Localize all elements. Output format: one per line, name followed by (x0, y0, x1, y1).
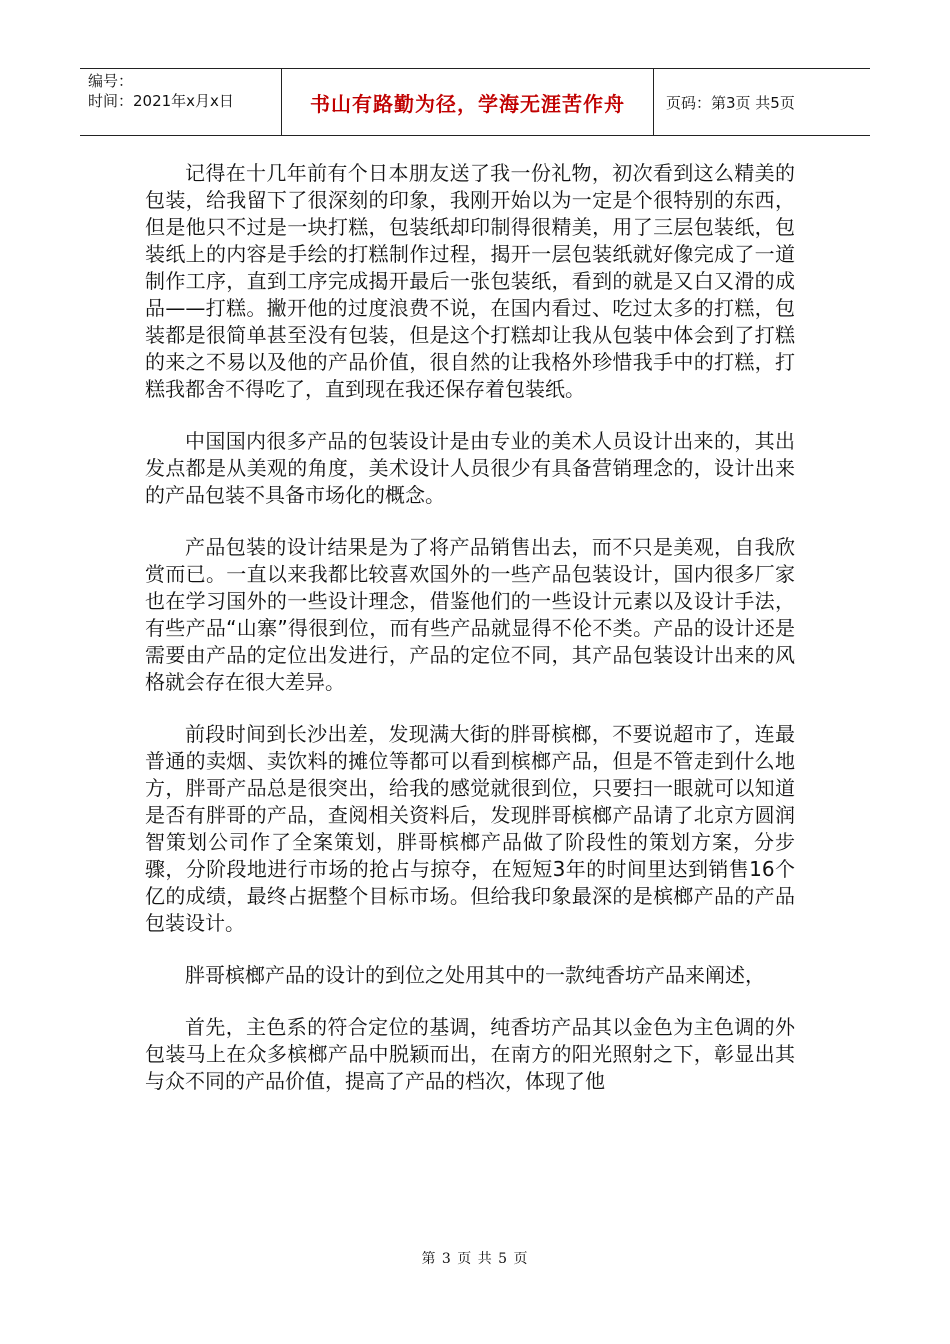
document-body (145, 160, 795, 1120)
header-motto: 书山有路勤为径，学海无涯苦作舟 (282, 69, 654, 135)
body-paragraph: 首先，主色系的符合定位的基调，纯香坊产品其以金色为主色调的外包装马上在众多槟榔产品中脱颖而出，在南方的阳光照射之下，彰显出其与众不同的产品价值，提高了产品的档次，体现了他 (145, 1015, 795, 1093)
header-page-label: 页码：第3页 共5页 (666, 93, 795, 112)
header-meta (80, 69, 282, 135)
body-paragraph: 记得在十几年前有个日本朋友送了我一份礼物，初次看到这么精美的包装，给我留下了很深刻的印象，我刚开始以为一定是个很特别的东西，但是他只不过是一块打糕，包装纸却印制得很精美，用了三层包装纸，包装纸上的内容是手绘的打糕制作过程，揭开一层包装纸就好像完成了一道制作工序，直到工序完成揭开最后一张包装纸，看到的就是又白又滑的成品——打糕。撇开他的过度浪费不说，在国内看过、吃过太多的打糕，包装都是很简单甚至没有包装，但是这个打糕却让我从包装中体会到了打糕的来之不易以及他的产品价值，很自然的让我格外珍惜我手中的打糕，打糕我都舍不得吃了，直到现在我还保存着包装纸。 (145, 161, 795, 401)
body-paragraph: 胖哥槟榔产品的设计的到位之处用其中的一款纯香坊产品来阐述， (185, 963, 765, 987)
page-footer: 第 3 页 共 5 页 (421, 1251, 529, 1267)
body-paragraph: 产品包装的设计结果是为了将产品销售出去，而不只是美观，自我欣赏而已。一直以来我都比较喜欢国外的一些产品包装设计，国内很多厂家也在学习国外的一些设计理念，借鉴他们的一些设计元素以及设计手法，有些产品“山寨”得很到位，而有些产品就显得不伦不类。产品的设计还是需要由产品的定位出发进行，产品的定位不同，其产品包装设计出来的风格就会存在很大差异。 (145, 535, 795, 694)
document-number-label: 编号： (88, 72, 134, 90)
document-date-label: 时间：2021年x月x日 (88, 92, 234, 110)
page-header (80, 68, 870, 136)
body-paragraph: 中国国内很多产品的包装设计是由专业的美术人员设计出来的，其出发点都是从美观的角度，美术设计人员很少有具备营销理念的，设计出来的产品包装不具备市场化的概念。 (145, 429, 795, 507)
body-paragraph: 前段时间到长沙出差，发现满大街的胖哥槟榔，不要说超市了，连最普通的卖烟、卖饮料的摊位等都可以看到槟榔产品，但是不管走到什么地方，胖哥产品总是很突出，给我的感觉就很到位，只要扫一眼就可以知道是否有胖哥的产品，查阅相关资料后，发现胖哥槟榔产品请了北京方圆润智策划公司作了全案策划，胖哥槟榔产品做了阶段性的策划方案，分步骤，分阶段地进行市场的抢占与掠夺，在短短3年的时间里达到销售16个亿的成绩，最终占据整个目标市场。但给我印象最深的是槟榔产品的产品包装设计。 (145, 722, 795, 935)
